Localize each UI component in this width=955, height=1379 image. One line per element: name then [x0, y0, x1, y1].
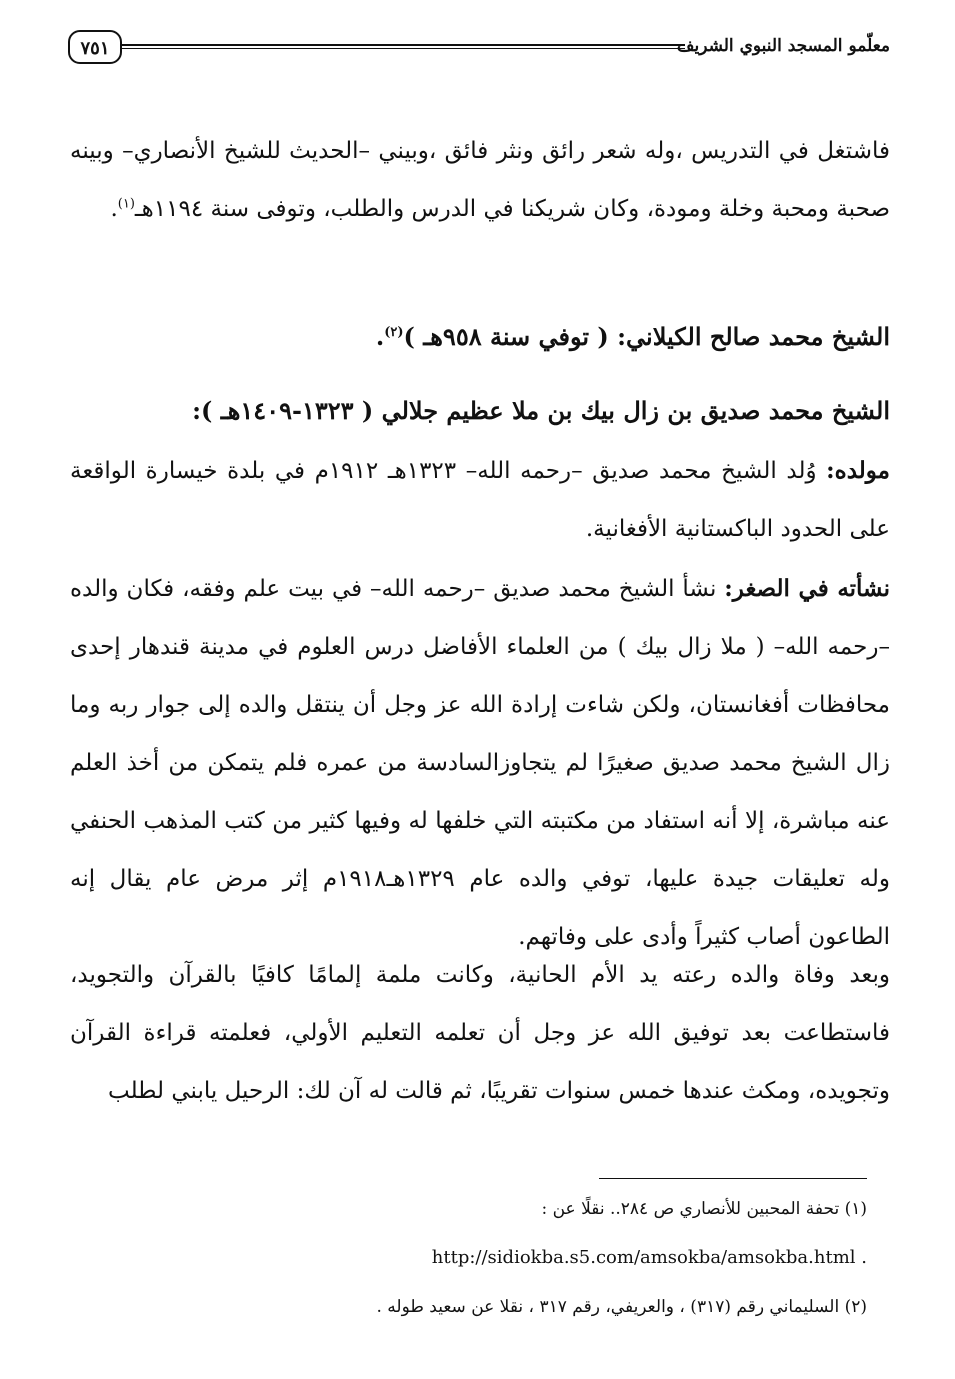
- header-rule-thin: [122, 48, 685, 49]
- page-number: ٧٥١: [68, 30, 122, 64]
- birth-text: وُلد الشيخ محمد صديق –رحمه الله– ١٣٢٣هـ ١٩١٢م في بلدة خيسارة الواقعة على الحدود الباكستانية الأفغانية.: [70, 458, 890, 542]
- paragraph-youth: [70, 560, 890, 966]
- paragraph-ansari-end: .: [110, 196, 118, 222]
- footnote-separator: [599, 1178, 867, 1179]
- heading-kilani-end: .: [375, 322, 385, 351]
- footnote-1-url-end: .: [861, 1247, 867, 1268]
- youth-label: نشأته في الصغر:: [724, 575, 890, 602]
- paragraph-birth: [70, 442, 890, 558]
- paragraph-after-death: وبعد وفاة والده رعته يد الأم الحانية، وكانت ملمة إلمامًا كافيًا بالقرآن والتجويد، فاستطاعت بعد توفيق الله عز وجل أن تعلمه التعليم الأولي، فعلمته قراءة القرآن وتجويده، ومكث عندها خمس سنوات تقريبًا، ثم قالت له آن لك: الرحيل يابني لطلب: [70, 962, 890, 1104]
- footnote-2: (٢) السليماني رقم (٣١٧) ، والعريفي، رقم ٣١٧ ، نقلا عن سعيد طوله .: [376, 1297, 867, 1317]
- youth-text: نشأ الشيخ محمد صديق –رحمه الله– في بيت علم وفقه، فكان والده –رحمه الله– ( ملا زال بيك ) من العلماء الأفاضل درس العلوم في مدينة قندهار إحدى محافظات أفغانستان، ولكن شاءت إرادة الله عز وجل أن ينتقل والده إلى جوار ربه وما زال الشيخ محمد صديق صغيرًا لم يتجاوزالسادسة من عمره فلم يتمكن من أخذ العلم عنه مباشرة، إلا أنه استفاد من مكتبته التي خلفها له وفيها كثير من كتب المذهب الحنفي وله تعليقات جيدة عليها، توفي والده عام ١٣٢٩هـ١٩١٨م إثر مرض عام يقال إنه الطاعون أصاب كثيراً وأدى على وفاتهم.: [70, 576, 890, 950]
- footnote-ref-1: (١): [117, 196, 135, 212]
- paragraph-ansari-text: فاشتغل في التدريس ،وله شعر رائق ونثر فائق ،وبيني –الحديث للشيخ الأنصاري– وبينه صحبة ومحبة وخلة ومودة، وكان شريكنا في الدرس والطلب، وتوفى سنة ١١٩٤هـ: [70, 138, 890, 222]
- footnote-1-url-text: http://sidiokba.s5.com/amsokba/amsokba.html: [431, 1247, 856, 1268]
- footnotes: [90, 1196, 867, 1343]
- heading-siddiq: الشيخ محمد صديق بن زال بيك بن ملا عظيم جلالي ( ١٣٢٣-١٤٠٩هـ ):: [192, 396, 890, 425]
- birth-label: مولده:: [826, 457, 890, 484]
- footnote-ref-2: (٢): [384, 325, 404, 340]
- header-rule: [122, 44, 685, 52]
- running-title: معلّمو المسجد النبوي الشريف: [676, 36, 890, 56]
- page-header: [60, 28, 890, 72]
- footnote-1-url: [90, 1245, 867, 1271]
- heading-kilani-text: الشيخ محمد صالح الكيلاني: ( توفي سنة ٩٥٨هـ ): [403, 322, 890, 351]
- heading-kilani: [70, 312, 890, 362]
- paragraph-ansari: [70, 122, 890, 238]
- footnote-1: (١) تحفة المحبين للأنصاري ص ٢٨٤.. نقلًا عن :: [541, 1199, 867, 1219]
- header-rule-thick: [122, 44, 685, 46]
